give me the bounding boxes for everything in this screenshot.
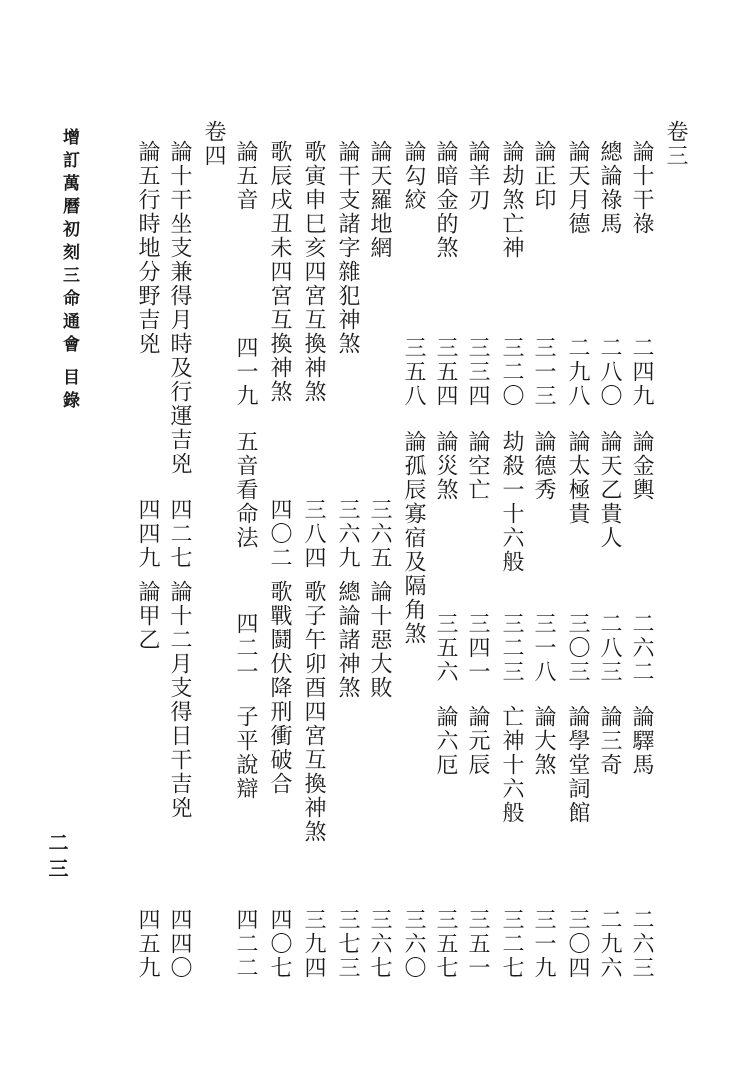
toc-entry-page: 三五四 xyxy=(433,336,458,408)
toc-entry-title: 論勾絞 xyxy=(401,140,426,212)
toc-entry-page: 三九四 xyxy=(301,908,326,980)
toc-entry-title: 論天乙貴人 xyxy=(597,430,622,550)
toc-entry-title: 總論祿馬 xyxy=(597,140,622,236)
toc-column-1 xyxy=(658,0,692,1076)
toc-entry-page: 三〇四 xyxy=(565,908,590,980)
toc-entry-title: 歌子午卯酉四宮互換神煞 xyxy=(301,580,326,844)
toc-entry-title: 論太極貴 xyxy=(565,430,590,526)
toc-entry-title: 論三奇 xyxy=(597,705,622,777)
toc-entry-title: 論十二月支得日干吉兇 xyxy=(167,580,192,820)
toc-entry-title: 論元辰 xyxy=(465,705,490,777)
toc-entry-title: 論天羅地網 xyxy=(367,140,392,260)
toc-column-5 xyxy=(526,0,560,1076)
toc-entry-page: 四一九 xyxy=(233,336,258,408)
toc-column-8 xyxy=(428,0,462,1076)
toc-entry-page: 三一九 xyxy=(531,908,556,980)
toc-entry-title: 五音看命法 xyxy=(233,430,258,550)
toc-entry-title: 論五行時地分野吉兇 xyxy=(135,140,160,356)
toc-entry-page: 三二七 xyxy=(499,908,524,980)
toc-entry-title: 論金輿 xyxy=(629,430,654,502)
toc-entry-page: 三六七 xyxy=(367,908,392,980)
toc-column-3 xyxy=(592,0,626,1076)
toc-entry-page: 三五一 xyxy=(465,908,490,980)
toc-entry-title: 總論諸神煞 xyxy=(335,580,360,700)
section-title: 目錄 xyxy=(59,368,79,414)
toc-entry-page: 四四〇 xyxy=(167,908,192,980)
toc-column-13 xyxy=(262,0,296,1076)
toc-entry-page: 二九八 xyxy=(565,336,590,408)
toc-entry-page: 三三四 xyxy=(465,336,490,408)
toc-entry-page: 三五六 xyxy=(433,612,458,684)
toc-column-15 xyxy=(196,0,230,1076)
toc-column-10 xyxy=(362,0,396,1076)
toc-entry-page: 三七三 xyxy=(335,908,360,980)
toc-entry-page: 三五八 xyxy=(401,336,426,408)
toc-entry-title: 論十干祿 xyxy=(629,140,654,236)
toc-entry-page: 三二三 xyxy=(499,612,524,684)
toc-entry-title: 歌辰戌丑未四宮互換神煞 xyxy=(267,140,292,404)
toc-entry-title: 歌寅申巳亥四宮互換神煞 xyxy=(301,140,326,404)
toc-column-7 xyxy=(460,0,494,1076)
toc-entry-page: 四二七 xyxy=(167,498,192,570)
toc-column-12 xyxy=(296,0,330,1076)
toc-entry-page: 三〇三 xyxy=(565,612,590,684)
toc-entry-page: 二六二 xyxy=(629,612,654,684)
toc-entry-page: 四〇七 xyxy=(267,908,292,980)
book-title: 增訂萬曆初刻三命通會 xyxy=(59,128,79,358)
toc-entry-page: 三一三 xyxy=(531,336,556,408)
toc-entry-page: 二六三 xyxy=(629,908,654,980)
toc-entry-page: 三八四 xyxy=(301,498,326,570)
toc-entry-title: 論羊刃 xyxy=(465,140,490,212)
running-header xyxy=(52,0,86,1076)
toc-entry-page: 四四九 xyxy=(135,498,160,570)
toc-entry-title: 論暗金的煞 xyxy=(433,140,458,260)
toc-entry-page: 二九六 xyxy=(597,908,622,980)
toc-entry-title: 論六厄 xyxy=(433,705,458,777)
toc-entry-title: 劫殺一十六般 xyxy=(499,430,524,574)
toc-entry-title: 論天月德 xyxy=(565,140,590,236)
toc-column-16 xyxy=(162,0,196,1076)
toc-column-17 xyxy=(130,0,164,1076)
toc-column-11 xyxy=(330,0,364,1076)
toc-entry-title: 論正印 xyxy=(531,140,556,212)
toc-entry-page: 二四九 xyxy=(629,336,654,408)
toc-entry-page: 四二二 xyxy=(233,908,258,980)
toc-entry-title: 論甲乙 xyxy=(135,580,160,652)
toc-entry-title: 論十惡大敗 xyxy=(367,580,392,700)
toc-entry-page: 三五七 xyxy=(433,908,458,980)
toc-column-4 xyxy=(560,0,594,1076)
toc-entry-title: 歌戰鬪伏降刑衝破合 xyxy=(267,580,292,796)
toc-column-9 xyxy=(396,0,430,1076)
toc-entry-title: 子平說辯 xyxy=(233,705,258,801)
volume-heading: 卷三 xyxy=(663,120,688,168)
toc-column-2 xyxy=(624,0,658,1076)
toc-entry-page: 四五九 xyxy=(135,908,160,980)
page-number: 二三 xyxy=(45,832,69,884)
toc-entry-page: 二八〇 xyxy=(597,336,622,408)
toc-entry-page: 四二一 xyxy=(233,612,258,684)
toc-entry-title: 論學堂詞館 xyxy=(565,705,590,825)
toc-entry-title: 論驛馬 xyxy=(629,705,654,777)
toc-entry-title: 論劫煞亡神 xyxy=(499,140,524,260)
toc-entry-title: 論十干坐支兼得月時及行運吉兇 xyxy=(167,140,192,476)
volume-heading: 卷四 xyxy=(201,120,226,168)
toc-entry-page: 三六五 xyxy=(367,498,392,570)
toc-entry-page: 三六九 xyxy=(335,498,360,570)
toc-entry-page: 四〇二 xyxy=(267,498,292,570)
toc-entry-page: 二八三 xyxy=(597,612,622,684)
toc-entry-page: 三四一 xyxy=(465,612,490,684)
toc-entry-title: 亡神十六般 xyxy=(499,705,524,825)
toc-entry-title: 論德秀 xyxy=(531,430,556,502)
toc-column-14 xyxy=(228,0,262,1076)
toc-entry-title: 論災煞 xyxy=(433,430,458,502)
toc-entry-page: 三二〇 xyxy=(499,336,524,408)
toc-entry-title: 論大煞 xyxy=(531,705,556,777)
toc-entry-page: 三六〇 xyxy=(401,908,426,980)
toc-entry-title: 論空亡 xyxy=(465,430,490,502)
toc-entry-title: 論干支諸字雜犯神煞 xyxy=(335,140,360,356)
toc-entry-page: 三一八 xyxy=(531,612,556,684)
toc-entry-title: 論孤辰寡宿及隔角煞 xyxy=(401,430,426,646)
toc-entry-title: 論五音 xyxy=(233,140,258,212)
toc-column-6 xyxy=(494,0,528,1076)
